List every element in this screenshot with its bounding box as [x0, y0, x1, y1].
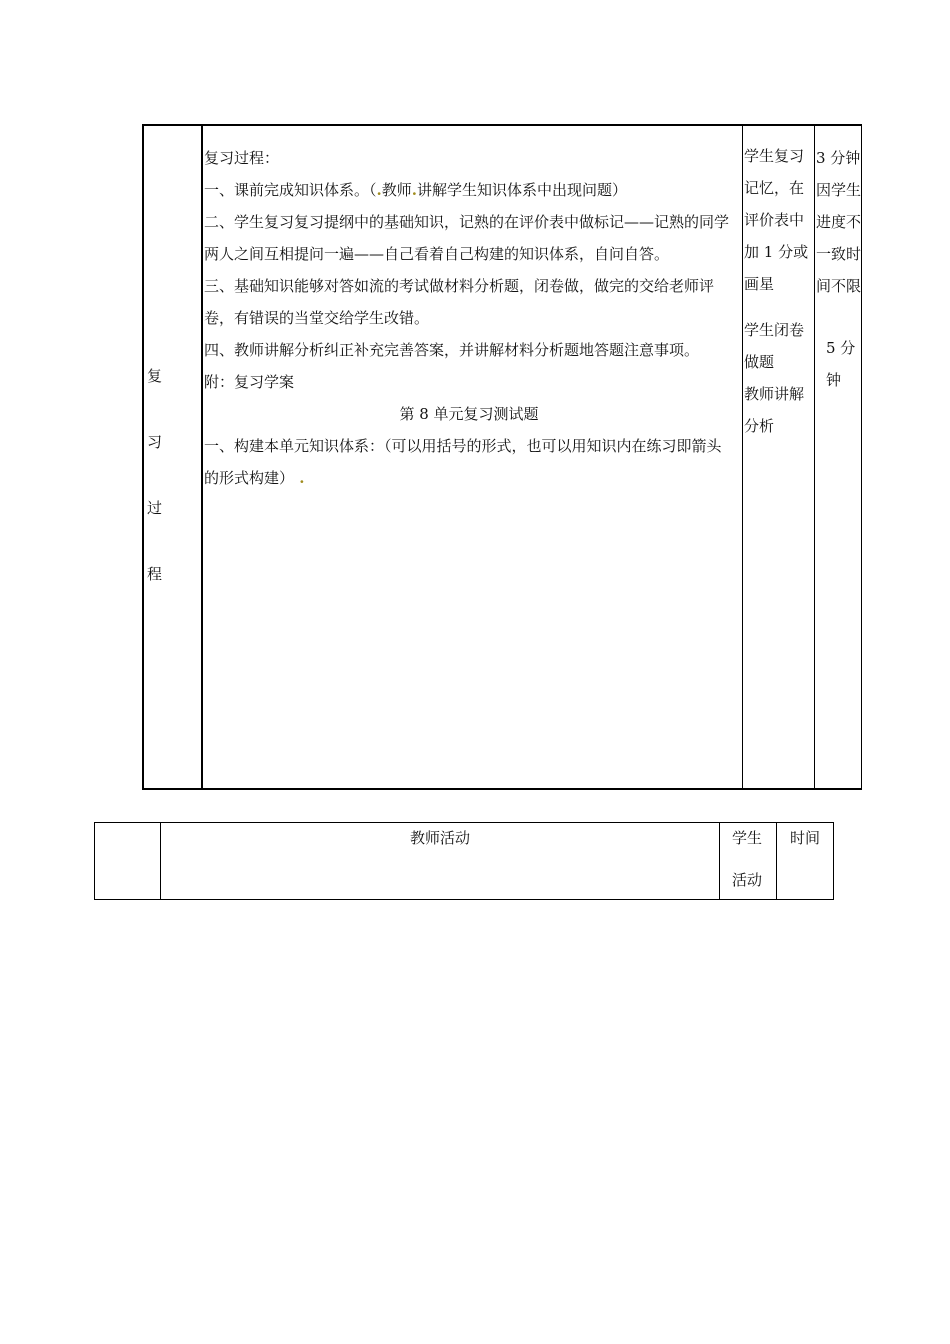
student-activity-3: 教师讲解分析: [744, 385, 805, 435]
section-label-char: 复: [147, 367, 163, 385]
header-table: [94, 822, 834, 900]
empty-cell: [95, 823, 161, 900]
student-activity-header: [720, 823, 777, 900]
lesson-table: [142, 124, 862, 790]
content-item-1: 一、课前完成知识体系。（.教师.讲解学生知识体系中出现问题）: [204, 181, 628, 199]
time-1: 3 分钟因学生进度不一致时间不限: [816, 149, 862, 295]
section-label-char: 习: [147, 433, 163, 451]
content-item-4: 四、教师讲解分析纠正补充完善答案，并讲解材料分析题地答题注意事项。: [204, 341, 700, 359]
time-header: 时间: [777, 823, 834, 900]
content-cell: [202, 125, 743, 789]
question-1: 一、构建本单元知识体系：（可以用括号的形式，也可以用知识内在练习即箭头的形式构建） .: [204, 437, 722, 487]
student-activity-cell: [743, 125, 815, 789]
student-activity-header-line-1: 学生: [732, 829, 763, 847]
time-2: 5 分钟: [826, 339, 856, 389]
content-item-2: 二、学生复习复习提纲中的基础知识，记熟的在评价表中做标记——记熟的同学两人之间互相提问一遍——自己看着自己构建的知识体系，自问自答。: [204, 213, 730, 263]
time-cell: [815, 125, 862, 789]
teacher-activity-header: 教师活动: [161, 823, 720, 900]
student-activity-2: 学生闭卷做题: [744, 321, 805, 371]
content-appendix: 附：复习学案: [204, 373, 295, 391]
test-title: 第 8 单元复习测试题: [399, 405, 539, 423]
content-item-3: 三、基础知识能够对答如流的考试做材料分析题，闭卷做，做完的交给老师评卷，有错误的当堂交给学生改错。: [204, 277, 715, 327]
section-label-char: 过: [147, 499, 163, 517]
section-label-char: 程: [147, 565, 163, 583]
student-activity-header-line-2: 活动: [732, 871, 763, 889]
section-label-cell: [143, 125, 202, 789]
student-activity-1: 学生复习记忆，在评价表中加 1 分或画星: [744, 147, 809, 293]
content-title: 复习过程：: [204, 149, 280, 167]
